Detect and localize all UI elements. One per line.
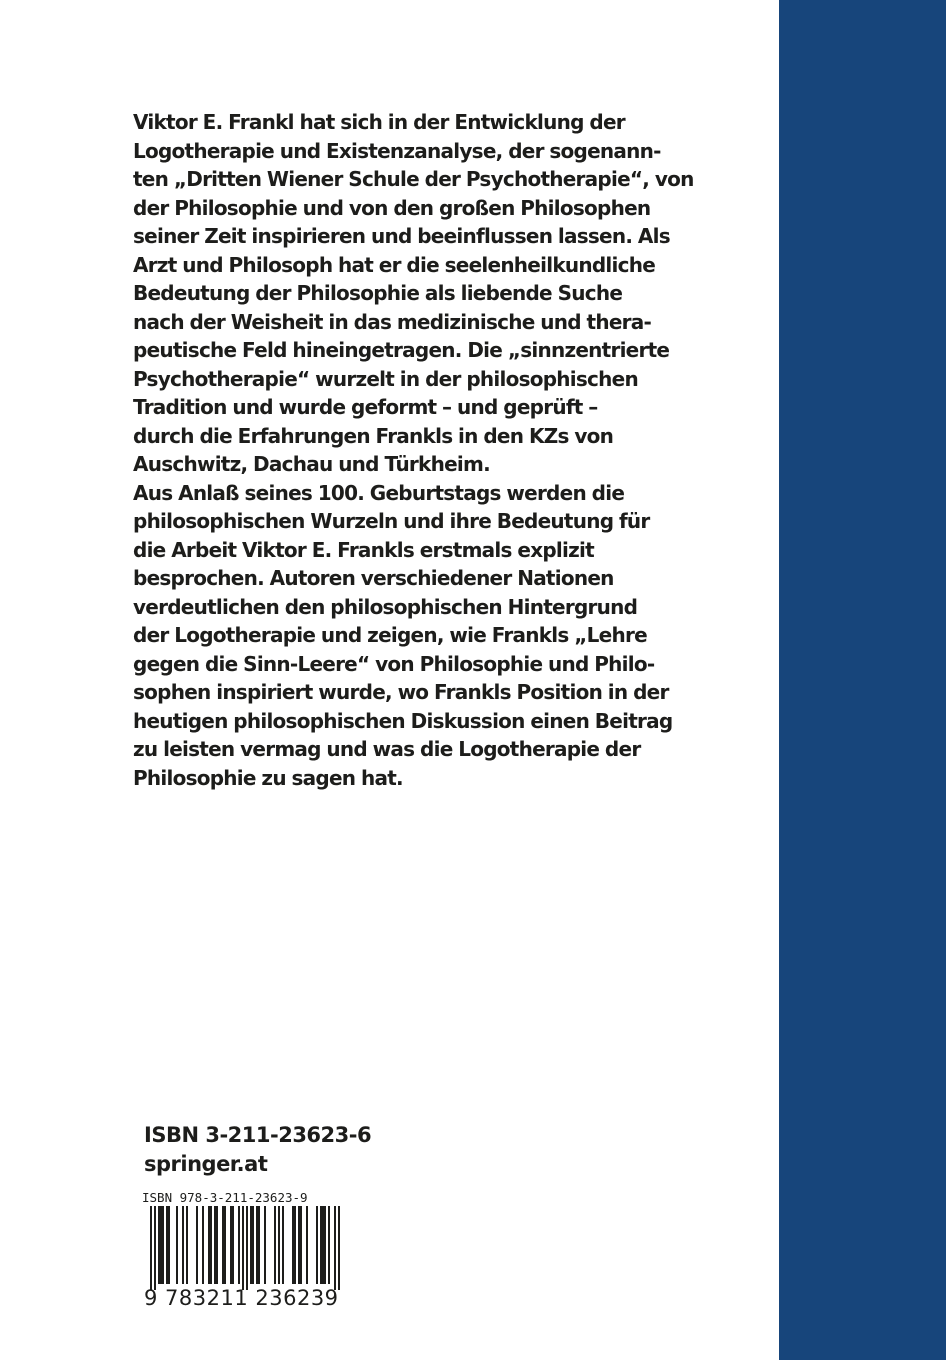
barcode-guard-bar: [150, 1206, 152, 1290]
blurb-line: der Logotherapie und zeigen, wie Frankls „Lehre: [133, 623, 647, 647]
blurb-line: Arzt und Philosoph hat er die seelenheilkundliche: [133, 252, 656, 277]
blurb-line: Philosophie zu sagen hat.: [133, 765, 403, 790]
barcode-bar: [256, 1206, 258, 1284]
blurb-line: Aus Anlaß seines 100. Geburtstags werden die: [133, 480, 625, 505]
blurb-line: Bedeutung der Philosophie als liebende Suche: [133, 281, 623, 305]
barcode-bar: [324, 1206, 326, 1284]
barcode-bar: [274, 1206, 276, 1284]
blue-side-band: [779, 0, 946, 1360]
blurb-line: peutische Feld hineingetragen. Die „sinnzentrierte: [133, 338, 670, 362]
barcode-bar: [320, 1206, 322, 1284]
blurb-line: der Philosophie und von den großen Philosophen: [133, 195, 651, 220]
blurb-line: sophen inspiriert wurde, wo Frankls Position in der: [133, 680, 669, 704]
barcode-bar: [166, 1206, 168, 1284]
barcode-bar: [298, 1206, 300, 1284]
barcode-bar: [232, 1206, 234, 1284]
barcode-bars: [140, 1206, 344, 1292]
barcode-bar: [258, 1206, 260, 1284]
blurb-line: verdeutlichen den philosophischen Hintergrund: [133, 594, 638, 619]
barcode-guard-bar: [154, 1206, 156, 1290]
blurb-line: Tradition und wurde geformt – und geprüft –: [133, 395, 598, 419]
blurb-line: heutigen philosophischen Diskussion einen Beitrag: [133, 708, 673, 733]
barcode-bar: [238, 1206, 240, 1284]
blurb-line: ten „Dritten Wiener Schule der Psychotherapie“, von: [133, 167, 694, 191]
blurb-line: Logotherapie und Existenzanalyse, der sogenann-: [133, 138, 661, 163]
barcode-bar: [292, 1206, 294, 1284]
barcode-guard-bar: [334, 1206, 336, 1290]
barcode-bar: [230, 1206, 232, 1284]
barcode-bar: [186, 1206, 188, 1284]
barcode-bar: [316, 1206, 318, 1284]
blurb-line: Psychotherapie“ wurzelt in der philosophischen: [133, 366, 638, 391]
barcode-bar: [252, 1206, 254, 1284]
barcode-bar: [168, 1206, 170, 1284]
barcode-guard-bar: [338, 1206, 340, 1290]
barcode: [140, 1190, 352, 1330]
website-text: springer.at: [144, 1152, 268, 1176]
blurb-line: seiner Zeit inspirieren und beeinflussen lassen. Als: [133, 224, 670, 248]
blurb-line: die Arbeit Viktor E. Frankls erstmals explizit: [133, 537, 594, 562]
isbn10-text: ISBN 3-211-23623-6: [144, 1123, 372, 1147]
blurb-line: gegen die Sinn-Leere“ von Philosophie und Philo-: [133, 651, 655, 676]
barcode-digits: 9 783211 236239: [144, 1286, 339, 1310]
blurb-line: besprochen. Autoren verschiedener Nationen: [133, 566, 614, 590]
barcode-bar: [224, 1206, 226, 1284]
barcode-bar: [300, 1206, 302, 1284]
barcode-bar: [282, 1206, 284, 1284]
blurb-text: [133, 108, 733, 792]
blurb-line: Viktor E. Frankl hat sich in der Entwicklung der: [133, 110, 625, 134]
barcode-bar: [216, 1206, 218, 1284]
barcode-bar: [208, 1206, 210, 1284]
barcode-bar: [176, 1206, 178, 1284]
barcode-bar: [162, 1206, 164, 1284]
barcode-guard-bar: [246, 1206, 248, 1290]
barcode-bar: [294, 1206, 296, 1284]
barcode-bar: [250, 1206, 252, 1284]
barcode-bar: [306, 1206, 308, 1284]
barcode-bar: [202, 1206, 204, 1284]
blurb-line: durch die Erfahrungen Frankls in den KZs von: [133, 423, 614, 448]
barcode-guard-bar: [242, 1206, 244, 1290]
barcode-bar: [182, 1206, 184, 1284]
barcode-bar: [322, 1206, 324, 1284]
barcode-bar: [160, 1206, 162, 1284]
barcode-bar: [278, 1206, 280, 1284]
isbn-block: [144, 1121, 371, 1179]
blurb-line: philosophischen Wurzeln und ihre Bedeutung für: [133, 509, 650, 533]
barcode-bar: [214, 1206, 216, 1284]
blurb-line: zu leisten vermag und was die Logotherapie der: [133, 737, 641, 761]
barcode-bar: [264, 1206, 266, 1284]
blurb-line: Auschwitz, Dachau und Türkheim.: [133, 452, 490, 476]
barcode-bar: [196, 1206, 198, 1284]
barcode-bar: [158, 1206, 160, 1284]
barcode-isbn13-label: ISBN 978-3-211-23623-9: [142, 1190, 308, 1205]
barcode-bar: [222, 1206, 224, 1284]
barcode-bar: [210, 1206, 212, 1284]
blurb-line: nach der Weisheit in das medizinische und thera-: [133, 309, 652, 334]
barcode-bar: [328, 1206, 330, 1284]
